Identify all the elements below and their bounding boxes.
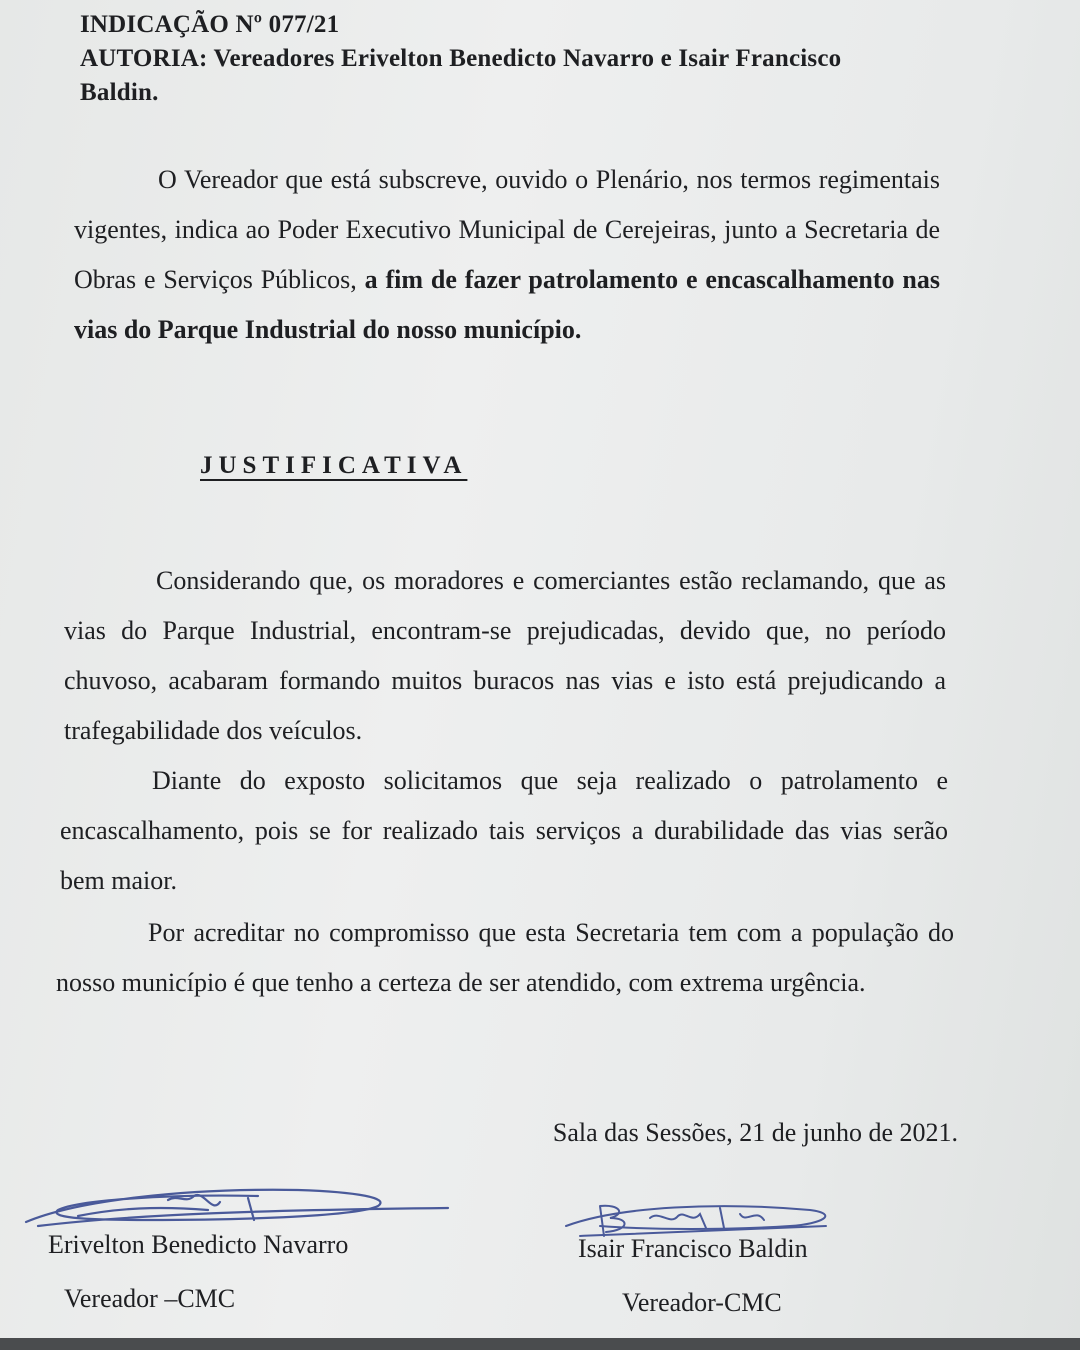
justificativa-paragraph-1: Considerando que, os moradores e comerciantes estão reclamando, que as vias do Parque Industrial, encontram-se prejudicadas, devido que, no período chuvoso, acabaram formando muitos buracos nas vias e isto está prejudicando a trafegabilidade dos veículos. [64,566,946,745]
document-header [80,8,960,110]
intro-paragraph [74,155,940,355]
signature-block-right [578,1222,808,1330]
indicacao-number: INDICAÇÃO Nº 077/21 [80,11,340,38]
intro-bold-text: a fim de fazer patrolamento e encascalhamento nas vias do Parque Industrial do nosso município. [74,265,940,344]
signature-block-left [48,1218,348,1326]
autoria-line-continued: Baldin. [80,79,159,106]
intro-text: O Vereador que está subscreve, ouvido o Plenário, nos termos regimentais vigentes, indica ao Poder Executivo Municipal de Cerejeiras, junto a Secretaria de Obras e Serviços Públicos, [74,165,940,294]
signatory-role: Vereador –CMC [64,1284,236,1313]
bottom-edge [0,1338,1080,1350]
justificativa-heading: JUSTIFICATIVA [200,452,468,479]
signatory-name: Isair Francisco Baldin [578,1234,808,1263]
justificativa-paragraph-2: Diante do exposto solicitamos que seja realizado o patrolamento e encascalhamento, pois se for realizado tais serviços a durabilidade das vias serão bem maior. [60,766,948,895]
autoria-line: AUTORIA: Vereadores Erivelton Benedicto Navarro e Isair Francisco [80,45,842,72]
signatory-name: Erivelton Benedicto Navarro [48,1230,349,1259]
signatory-role: Vereador-CMC [622,1288,782,1317]
justificativa-paragraph-3: Por acreditar no compromisso que esta Secretaria tem com a população do nosso município é que tenho a certeza de ser atendido, com extrema urgência. [56,918,954,997]
session-date: Sala das Sessões, 21 de junho de 2021. [552,1118,958,1147]
